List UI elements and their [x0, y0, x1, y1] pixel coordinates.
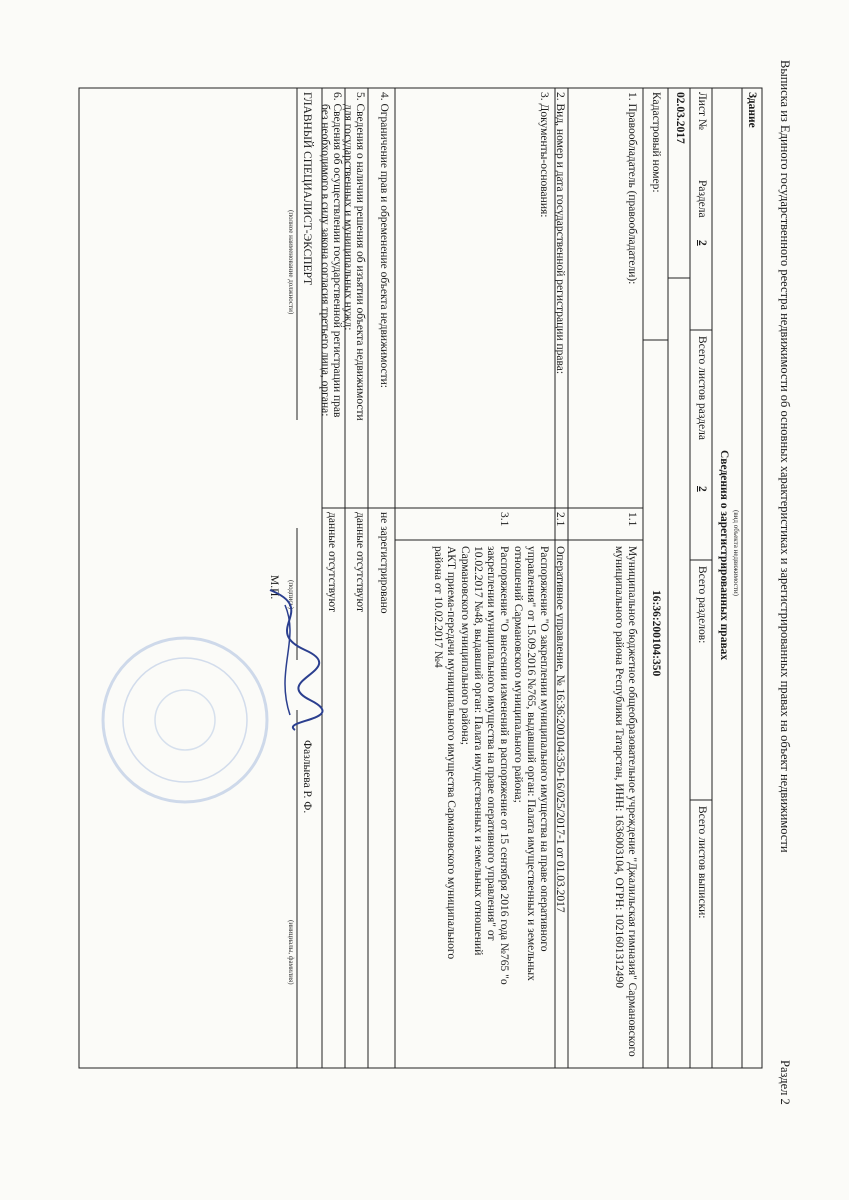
doc-line: 10.02.2017 №48, выдавший орган: Палата имущественных и земельных отношений	[471, 546, 484, 956]
cadastral-number: 16:36:200104:350	[650, 590, 662, 677]
total-sheets-section-value: 2	[696, 486, 708, 492]
extract-sheet	[40, 20, 800, 1120]
name-caption: (инициалы, фамилия)	[287, 920, 295, 985]
signature-icon	[250, 580, 330, 740]
signer-name: Фазлыева Р. Ф.	[301, 740, 313, 814]
row-num-registration: 2.1	[554, 512, 566, 527]
total-sheets-extract-label: Всего листов выписки:	[696, 806, 708, 919]
row-label-encumbrance: 4. Ограничение прав и обременение объекта недвижимости:	[378, 92, 390, 388]
row-label-documents: 3. Документы-основания:	[538, 92, 550, 218]
row-value-registration: Оперативное управление, № 16:36:200104:350-16/025/2017-1 от 01.03.2017	[554, 546, 566, 913]
signer-position: ГЛАВНЫЙ СПЕЦИАЛИСТ-ЭКСПЕРТ	[301, 92, 313, 286]
total-sections-label: Всего разделов:	[696, 566, 708, 644]
object-type: Здание	[746, 92, 758, 128]
sheet-no-label: Лист №	[696, 92, 708, 130]
doc-line: отношений Сармановского муниципального района;	[511, 546, 524, 803]
extract-date: 02.03.2017	[674, 92, 686, 144]
row-value-consent: данные отсутствуют	[326, 512, 338, 612]
total-sheets-section-label: Всего листов раздела	[696, 336, 708, 440]
doc-line: управления" от 15.09.2016 №765, выдавший орган: Палата имущественных и земельных	[524, 546, 537, 981]
row-label-owner: 1. Правообладатель (правообладатели):	[626, 92, 638, 285]
section-no-value: 2	[696, 240, 708, 246]
stamp-place-label: М.П.	[268, 575, 280, 600]
doc-line: закреплении муниципального имущества на праве оперативного управления" от	[485, 546, 498, 941]
position-caption: (полное наименование должности)	[287, 210, 295, 315]
row-label-registration: 2. Вид, номер и дата государственной регистрации права:	[554, 92, 566, 375]
row-value-owner: Муниципальное бюджетное общеобразовательное учреждение "Джалильская гимназия" Сармановского муниципального района Республики Татарстан, ИНН: 1636003104, ОГРН: 1021601312490	[612, 546, 638, 1057]
row-value-encumbrance: не зарегистрировано	[378, 512, 390, 614]
row-num-owner: 1.1	[626, 512, 638, 527]
document-title: Выписка из Единого государственного реестра недвижимости об основных характеристиках и зарегистрированных правах на объект недвижимости	[778, 60, 792, 853]
section-label: Раздел 2	[778, 1060, 792, 1105]
row-value-seizure: данные отсутствуют	[354, 512, 366, 612]
row-value-documents	[431, 546, 550, 1061]
doc-line: Распоряжение "О внесении изменений в распоряжение от 15 сентября 2016 года №765 "о	[498, 546, 511, 985]
row-label-seizure-2: для государственных и муниципальных нужд:	[342, 104, 354, 331]
section-no-label: Раздела	[696, 180, 708, 218]
section-title: Сведения о зарегистрированных правах	[718, 450, 730, 661]
row-label-consent: 6. Сведения об осуществлении государственной регистрации прав	[331, 92, 343, 418]
doc-line: Сармановского муниципального района;	[458, 546, 471, 745]
cadastral-label: Кадастровый номер:	[650, 92, 662, 193]
table-grid	[40, 20, 800, 1120]
signature-caption: (подпись)	[287, 580, 295, 610]
doc-line: района от 10.02.2017 №4	[432, 546, 445, 668]
doc-line: Распоряжение "О закреплении муниципального имущества на праве оперативного	[538, 546, 550, 952]
row-label-seizure: 5. Сведения о наличии решения об изъятии объекта недвижимости	[354, 92, 366, 421]
row-num-documents: 3.1	[498, 512, 510, 527]
row-label-consent-2: без необходимого в силу закона согласия третьего лица, органа:	[319, 104, 331, 417]
doc-line: АКТ приема-передачи муниципального имущества Сармановского муниципального	[445, 546, 458, 960]
object-type-caption: (вид объекта недвижимости)	[732, 510, 740, 596]
